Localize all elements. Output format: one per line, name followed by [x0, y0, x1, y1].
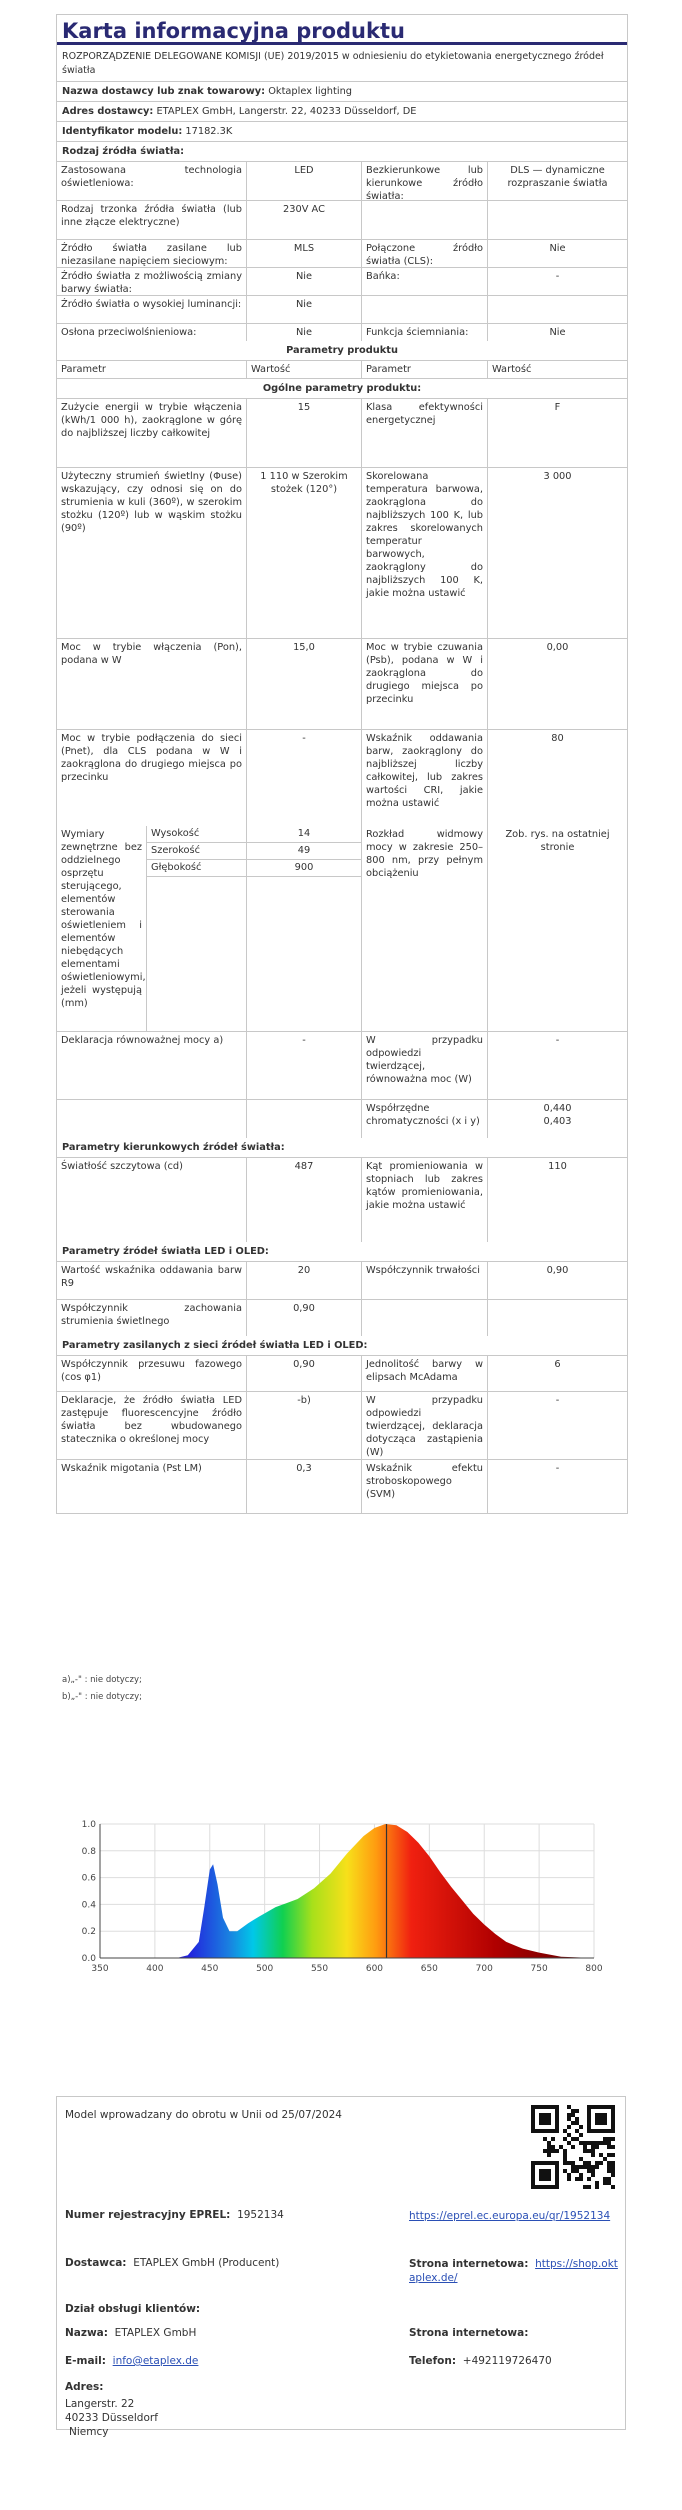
- param-value: 230V AC: [247, 201, 362, 239]
- param-value: -: [555, 1035, 560, 1046]
- dimension-value: 49: [247, 843, 361, 860]
- column-header: Wartość: [247, 361, 362, 378]
- x-tick-label: 700: [475, 1964, 493, 1974]
- param-value: DLS — dynamiczne rozpraszanie światła: [507, 165, 608, 189]
- param-label: Światłość szczytowa (cd): [57, 1158, 247, 1242]
- table-row: [57, 1032, 627, 1100]
- param-value: MLS: [247, 240, 362, 267]
- table-row: [57, 399, 627, 468]
- table-row: [57, 296, 627, 324]
- param-label: Połączone źródło światła (CLS):: [362, 240, 488, 267]
- param-label: Moc w trybie podłączenia do sieci (Pnet), dla CLS podana w W i zaokrąglona do drugiego miejsca po przecinku: [57, 730, 247, 826]
- phone-value: +492119726470: [462, 2355, 552, 2367]
- section-heading: [57, 1138, 627, 1158]
- param-label: Wskaźnik oddawania barw, zaokrąglony do najbliższej liczby całkowitej, lub zakres wartości CRI, jakie można ustawić: [362, 730, 488, 826]
- param-label: [362, 296, 488, 323]
- x-tick-label: 650: [420, 1964, 438, 1974]
- qr-code-icon[interactable]: [531, 2105, 615, 2189]
- x-tick-label: 500: [256, 1964, 274, 1974]
- param-label: Rodzaj trzonka źródła światła (lub inne złącze elektryczne): [57, 201, 247, 239]
- param-value: 15,0: [247, 639, 362, 729]
- param-label: Deklaracja równoważnej mocy a): [57, 1032, 247, 1099]
- eprel-link[interactable]: https://eprel.ec.europa.eu/qr/1952134: [409, 2210, 611, 2222]
- param-value: 1 110 w Szerokim stożek (120°): [247, 468, 362, 638]
- table-row: [57, 1262, 627, 1300]
- param-value: 0,3: [247, 1460, 362, 1513]
- param-value: [488, 1300, 627, 1336]
- footer-panel: [56, 2096, 626, 2438]
- param-value: LED: [247, 162, 362, 200]
- y-tick-label: 0.8: [81, 1846, 96, 1857]
- param-label: [362, 201, 488, 239]
- column-header: Parametr: [362, 361, 488, 378]
- table-row: [57, 1100, 627, 1138]
- mains-heading: Parametry zasilanych z sieci źródeł światła LED i OLED:: [62, 1340, 368, 1351]
- param-label: Bezkierunkowe lub kierunkowe źródło światła:: [362, 162, 488, 200]
- supplier-value: Oktaplex lighting: [268, 86, 353, 97]
- website-label: Strona internetowa:: [409, 2258, 529, 2270]
- y-tick-label: 0.4: [81, 1900, 96, 1911]
- model-value: 17182.3K: [185, 126, 233, 137]
- param-label: W przypadku odpowiedzi twierdzącej, deklaracja dotycząca zastąpienia (W): [362, 1392, 488, 1459]
- param-value: -: [247, 730, 362, 826]
- param-label: Wskaźnik migotania (Pst LM): [57, 1460, 247, 1513]
- section-heading: [57, 1336, 627, 1356]
- table-row: [57, 201, 627, 240]
- email-link[interactable]: info@etaplex.de: [112, 2355, 199, 2367]
- param-value: 0,90: [247, 1300, 362, 1336]
- param-label: Moc w trybie włączenia (Pon), podana w W: [57, 639, 247, 729]
- param-value: 0,90: [546, 1265, 569, 1276]
- param-value: -: [555, 1395, 560, 1406]
- param-value: 15: [247, 399, 362, 467]
- param-value: 6: [554, 1359, 561, 1370]
- table-row: [57, 162, 627, 201]
- param-value: Nie: [549, 327, 566, 338]
- customer-service-heading: Dział obsługi klientów:: [65, 2303, 201, 2315]
- table-row: [57, 1300, 627, 1336]
- product-information-sheet: [56, 14, 628, 1514]
- spectrum-label: Rozkład widmowy mocy w zakresie 250–800 nm, przy pełnym obciążeniu: [362, 826, 488, 1031]
- param-value: 110: [548, 1161, 567, 1172]
- param-label: Współrzędne chromatyczności (x i y): [362, 1100, 488, 1138]
- section-heading: [57, 142, 627, 162]
- section-heading: [57, 379, 627, 399]
- table-row: [57, 730, 627, 826]
- param-label: Współczynnik przesuwu fazowego (cos φ1): [57, 1356, 247, 1391]
- param-label: Jednolitość barwy w elipsach McAdama: [362, 1356, 488, 1391]
- y-tick-label: 0.2: [81, 1927, 96, 1938]
- column-header: Parametr: [57, 361, 247, 378]
- dimension-value: 900: [247, 860, 361, 877]
- eprel-value: 1952134: [237, 2209, 284, 2221]
- column-header-row: [57, 361, 627, 379]
- address-row: [57, 102, 627, 122]
- param-value: -: [247, 1032, 362, 1099]
- footnotes: [62, 1672, 142, 1706]
- param-label: Bańka:: [362, 268, 488, 295]
- param-label: [57, 1100, 247, 1138]
- param-value: 20: [247, 1262, 362, 1299]
- param-label: Skorelowana temperatura barwowa, zaokrąglona do najbliższych 100 K, lub zakres skorelowanych temperatur barwowych, zaokrąglony do najbliższych 100 K, jakie można ustawić: [362, 468, 488, 638]
- x-tick-label: 800: [585, 1964, 603, 1974]
- y-tick-label: 1.0: [81, 1820, 96, 1830]
- address-label: Adres:: [65, 2381, 104, 2393]
- param-value: Nie: [549, 243, 566, 254]
- supplier-value: ETAPLEX GmbH (Producent): [133, 2257, 280, 2269]
- param-label: Źródło światła o wysokiej luminancji:: [57, 296, 247, 323]
- param-label: Klasa efektywności energetycznej: [362, 399, 488, 467]
- dimension-value: 14: [247, 826, 361, 843]
- address-label: Adres dostawcy:: [62, 106, 154, 117]
- website-link[interactable]: https://shop.oktaplex.de/: [409, 2258, 618, 2284]
- table-row: [57, 1460, 627, 1513]
- x-tick-label: 750: [530, 1964, 548, 1974]
- phone-label: Telefon:: [409, 2355, 457, 2367]
- address-line: Langerstr. 22: [65, 2398, 135, 2410]
- source-type-heading: Rodzaj źródła światła:: [62, 146, 185, 157]
- dimensions-label: Wymiary zewnętrzne bez oddzielnego osprzętu sterującego, elementów sterowania oświetleniem i elementów niebędących elementami oświetleniowymi, jeżeli występują (mm): [57, 826, 147, 1031]
- supplier-label: Dostawca:: [65, 2257, 127, 2269]
- param-value: 0,90: [247, 1356, 362, 1391]
- address-line: Niemcy: [69, 2426, 109, 2438]
- eprel-label: Numer rejestracyjny EPREL:: [65, 2209, 231, 2221]
- model-label: Identyfikator modelu:: [62, 126, 183, 137]
- param-value: Nie: [247, 296, 362, 323]
- param-label: Deklaracje, że źródło światła LED zastępuje fluorescencyjne źródło światła bez wbudowanego statecznika o określonej mocy: [57, 1392, 247, 1459]
- x-tick-label: 600: [365, 1964, 384, 1974]
- param-label: Osłona przeciwolśnieniowa:: [57, 324, 247, 341]
- param-label: Zużycie energii w trybie włączenia (kWh/1 000 h), zaokrąglone w górę do najbliższej liczby całkowitej: [57, 399, 247, 467]
- regulation-subtitle: ROZPORZĄDZENIE DELEGOWANE KOMISJI (UE) 2019/2015 w odniesieniu do etykietowania energetycznego źródeł światła: [57, 45, 627, 82]
- param-label: Źródło światła zasilane lub niezasilane napięciem sieciowym:: [57, 240, 247, 267]
- param-value: 80: [551, 733, 564, 744]
- spectrum-area: [100, 1824, 594, 1958]
- param-value: F: [554, 402, 561, 413]
- spectrum-chart: [56, 1810, 626, 1990]
- address-value: ETAPLEX GmbH, Langerstr. 22, 40233 Düsseldorf, DE: [156, 106, 417, 117]
- table-row: [57, 1158, 627, 1242]
- supplier-row: [57, 82, 627, 102]
- table-row: [57, 639, 627, 730]
- dimension-name: Wysokość: [147, 826, 246, 843]
- website2-label: Strona internetowa:: [409, 2327, 529, 2339]
- table-row: [57, 240, 627, 268]
- led-heading: Parametry źródeł światła LED i OLED:: [62, 1246, 269, 1257]
- table-row: [57, 268, 627, 296]
- param-label: Wskaźnik efektu stroboskopowego (SVM): [362, 1460, 488, 1513]
- param-value: [488, 296, 627, 323]
- name-label: Nazwa:: [65, 2327, 108, 2339]
- param-value: -: [555, 271, 560, 282]
- supplier-label: Nazwa dostawcy lub znak towarowy:: [62, 86, 266, 97]
- section-heading: [57, 1242, 627, 1262]
- param-label: Wartość wskaźnika oddawania barw R9: [57, 1262, 247, 1299]
- spectrum-value: Zob. rys. na ostatniej stronie: [505, 829, 610, 853]
- table-row: [57, 1356, 627, 1392]
- address-block: [65, 2397, 158, 2439]
- param-value: [247, 1100, 362, 1138]
- y-tick-label: 0.0: [81, 1954, 96, 1964]
- address-line: 40233 Düsseldorf: [65, 2412, 158, 2424]
- model-row: [57, 122, 627, 142]
- param-value: Nie: [247, 324, 362, 341]
- param-value: -b): [247, 1392, 362, 1459]
- x-tick-label: 400: [146, 1964, 164, 1974]
- table-row: [57, 468, 627, 639]
- param-label: Moc w trybie czuwania (Psb), podana w W i zaokrąglona do drugiego miejsca po przecinku: [362, 639, 488, 729]
- param-value: 487: [247, 1158, 362, 1242]
- general-heading: Ogólne parametry produktu:: [262, 383, 422, 394]
- param-label: Użyteczny strumień świetlny (Φuse) wskazujący, czy odnosi się on do strumienia w kuli (360º), w szerokim stożku (120º) lub w wąskim stożku (90º): [57, 468, 247, 638]
- launch-date-text: Model wprowadzany do obrotu w Unii od 25/07/2024: [65, 2109, 342, 2121]
- section-heading: [57, 341, 627, 361]
- page-title: Karta informacyjna produktu: [57, 15, 627, 45]
- param-label: Źródło światła z możliwością zmiany barwy światła:: [57, 268, 247, 295]
- params-heading: Parametry produktu: [286, 345, 398, 356]
- y-tick-label: 0.6: [81, 1873, 96, 1884]
- x-tick-label: 450: [201, 1964, 219, 1974]
- column-header: Wartość: [492, 364, 532, 375]
- dimension-name: Szerokość: [147, 843, 246, 860]
- param-label: Zastosowana technologia oświetleniowa:: [57, 162, 247, 200]
- email-label: E-mail:: [65, 2355, 106, 2367]
- param-value: 3 000: [543, 471, 572, 482]
- param-label: Współczynnik zachowania strumienia świetlnego: [57, 1300, 247, 1336]
- table-row: [57, 1392, 627, 1460]
- param-label: Kąt promieniowania w stopniach lub zakres kątów promieniowania, jakie można ustawić: [362, 1158, 488, 1242]
- param-value: -: [555, 1463, 560, 1474]
- directional-heading: Parametry kierunkowych źródeł światła:: [62, 1142, 285, 1153]
- param-value: [488, 201, 627, 239]
- param-label: Funkcja ściemniania:: [362, 324, 488, 341]
- param-label: Współczynnik trwałości: [362, 1262, 488, 1299]
- dimensions-row: [57, 826, 627, 1032]
- param-value: Nie: [247, 268, 362, 295]
- dimension-name: Głębokość: [147, 860, 246, 877]
- x-tick-label: 550: [310, 1964, 329, 1974]
- footnote: b)„-" : nie dotyczy;: [62, 1692, 143, 1702]
- name-value: ETAPLEX GmbH: [114, 2327, 197, 2339]
- param-value: 0,00: [546, 642, 569, 653]
- param-label: [362, 1300, 488, 1336]
- param-value: 0,440 0,403: [543, 1103, 572, 1127]
- table-row: [57, 324, 627, 341]
- footnote: a)„-" : nie dotyczy;: [62, 1675, 142, 1685]
- param-label: W przypadku odpowiedzi twierdzącej, równoważna moc (W): [362, 1032, 488, 1099]
- x-tick-label: 350: [91, 1964, 109, 1974]
